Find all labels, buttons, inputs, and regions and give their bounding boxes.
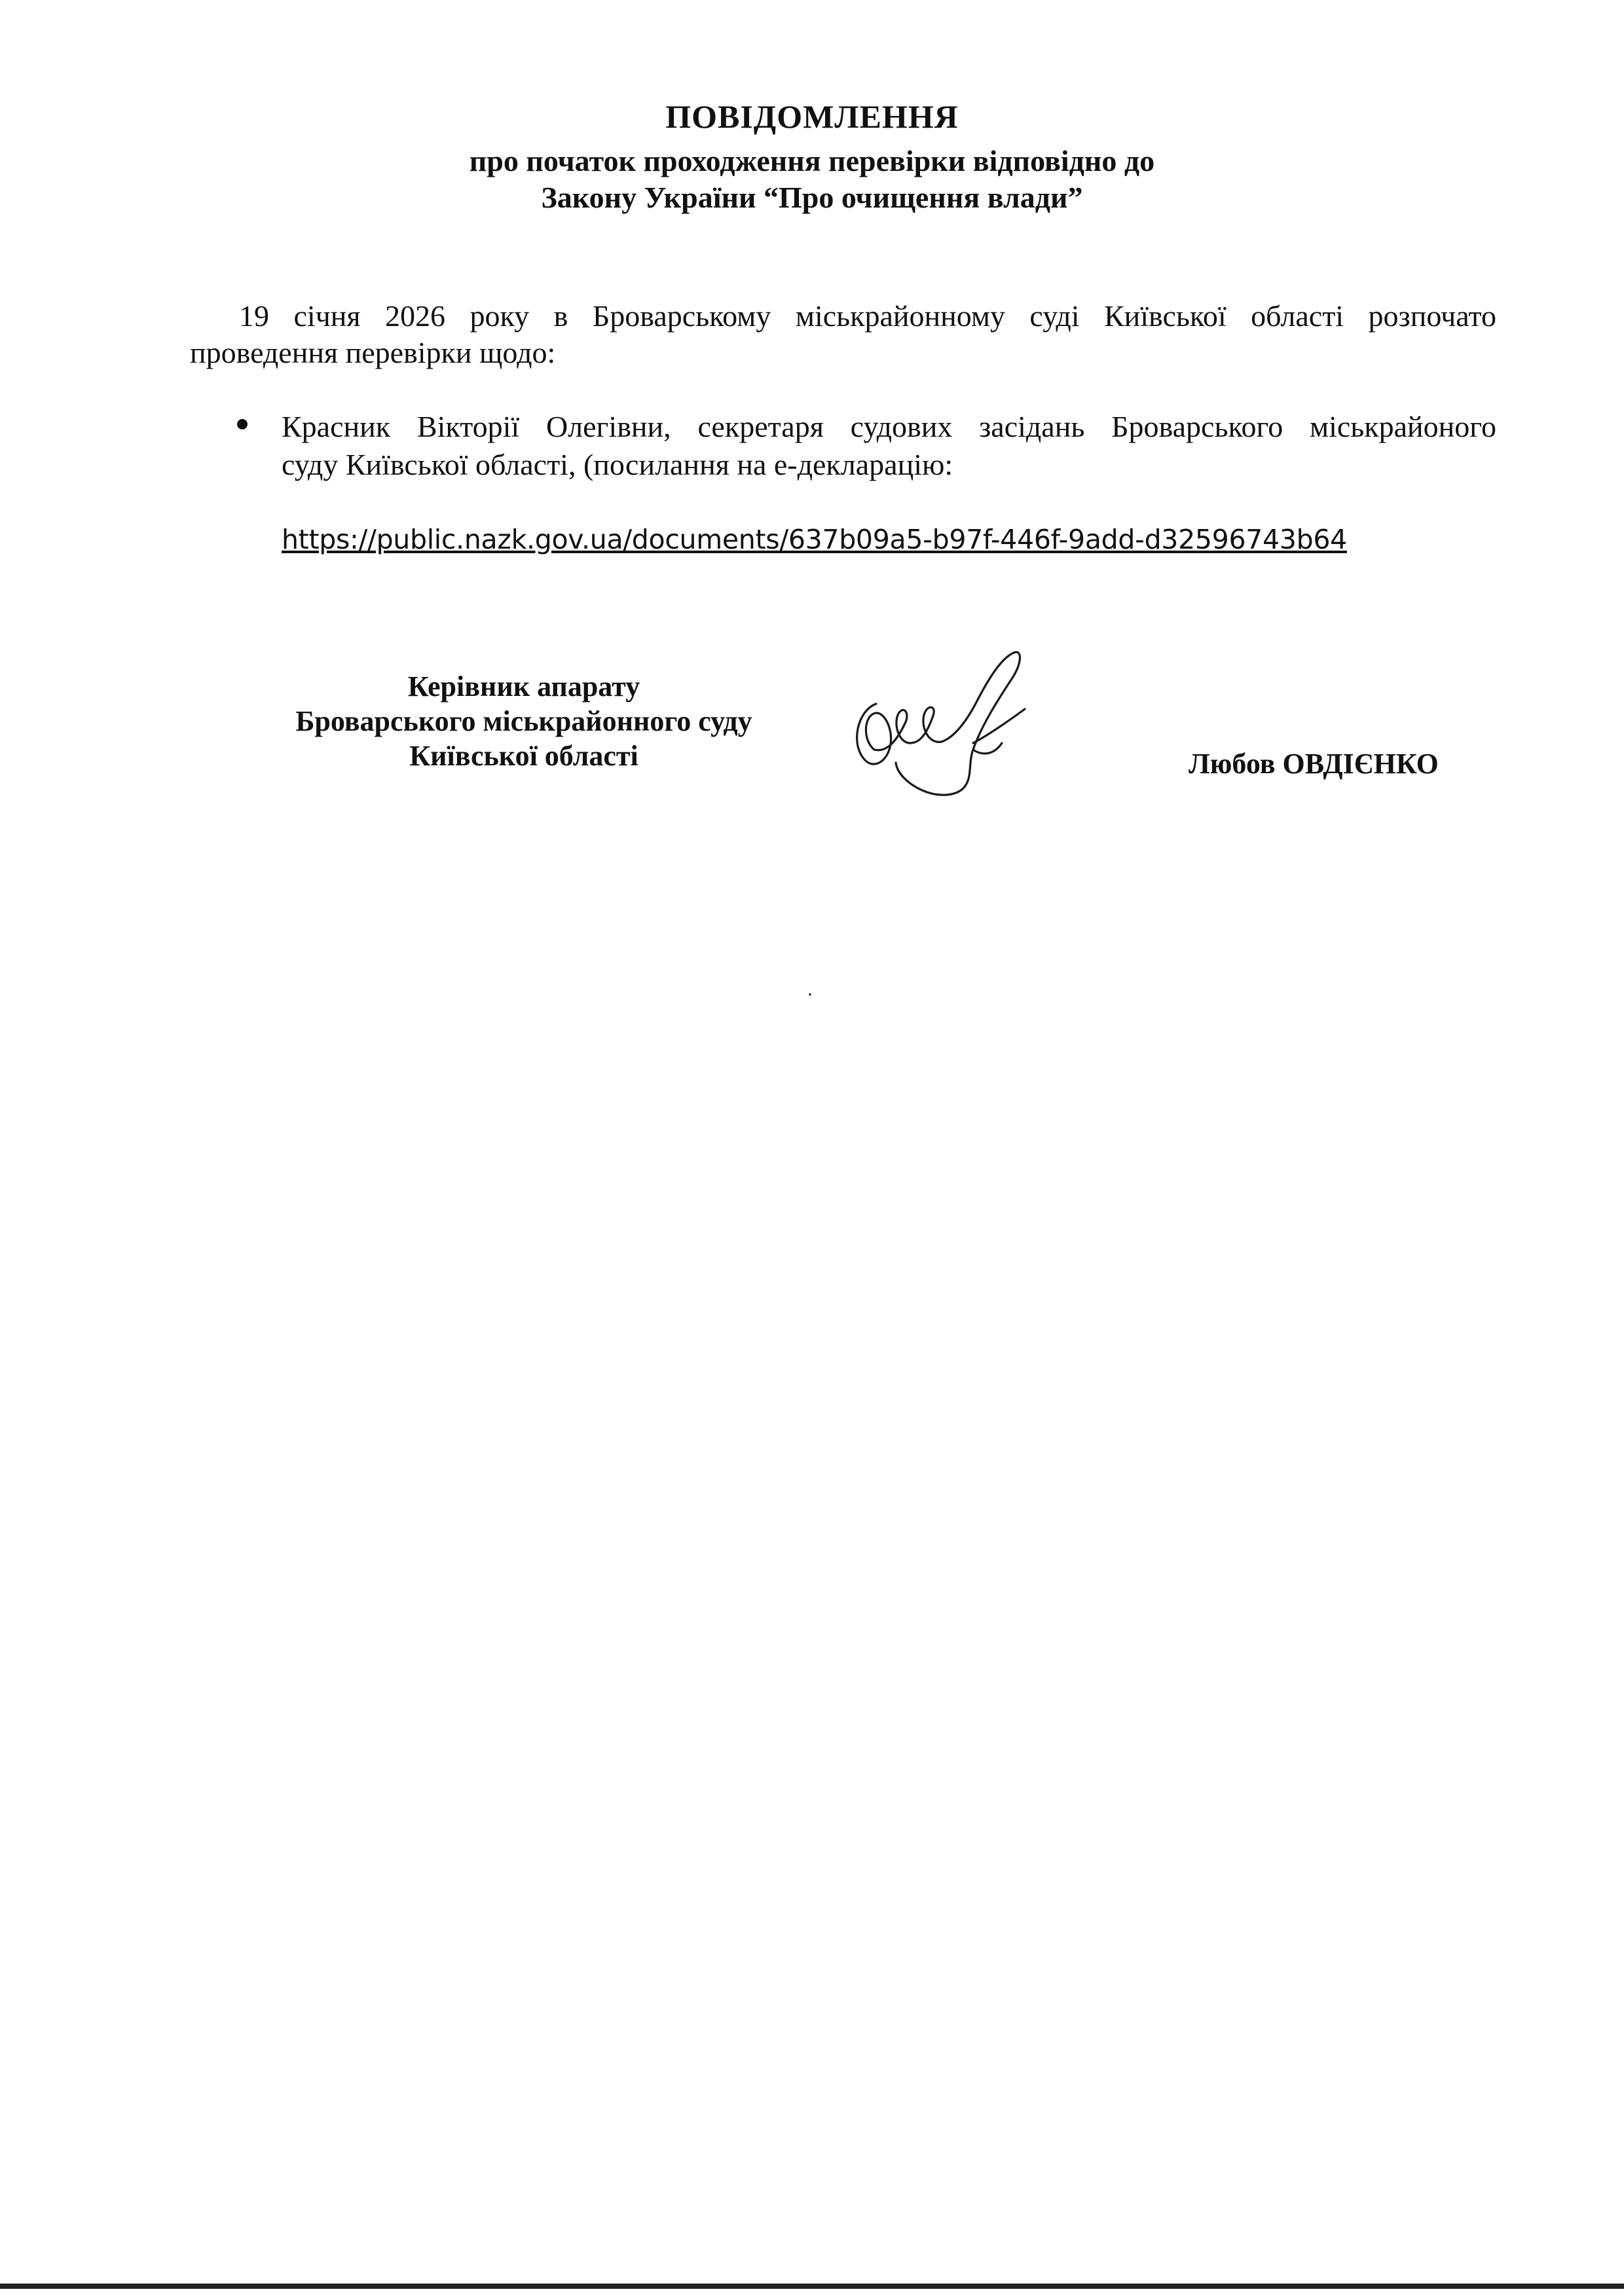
signatory-position-line-1: Керівник апарату	[407, 670, 640, 702]
bullet-item-line-1: Красник Вікторії Олегівни, секретаря судових засідань Броварського міськрайоного	[282, 410, 1496, 443]
bullet-item-line-2: суду Київської області, (посилання на е-декларацію:	[282, 448, 953, 481]
signatory-name: Любов ОВДІЄНКО	[1189, 748, 1439, 780]
bullet-item	[282, 408, 1496, 484]
scan-bottom-edge	[0, 2284, 1624, 2289]
signatory-position-line-2: Броварського міськрайонного суду	[295, 705, 752, 737]
document-title: ПОВІДОМЛЕННЯ	[665, 98, 959, 135]
handwritten-signature-icon	[845, 645, 1054, 809]
intro-paragraph-line-2: проведення перевірки щодо:	[190, 336, 556, 369]
signatory-position-line-3: Київської області	[409, 740, 638, 772]
bullet-icon	[237, 419, 248, 429]
document-subtitle-line-1: про початок проходження перевірки відповідно до	[469, 144, 1155, 177]
document-subtitle-line-2: Закону України “Про очищення влади”	[541, 181, 1083, 214]
scan-speck	[809, 993, 811, 996]
e-declaration-link[interactable]: https://public.nazk.gov.ua/documents/637b09a5-b97f-446f-9add-d32596743b64	[282, 524, 1347, 555]
signatory-position	[268, 669, 779, 773]
intro-paragraph	[190, 298, 1496, 371]
intro-paragraph-line-1: 19 січня 2026 року в Броварському міськрайонному суді Київської області розпочато	[239, 299, 1496, 333]
